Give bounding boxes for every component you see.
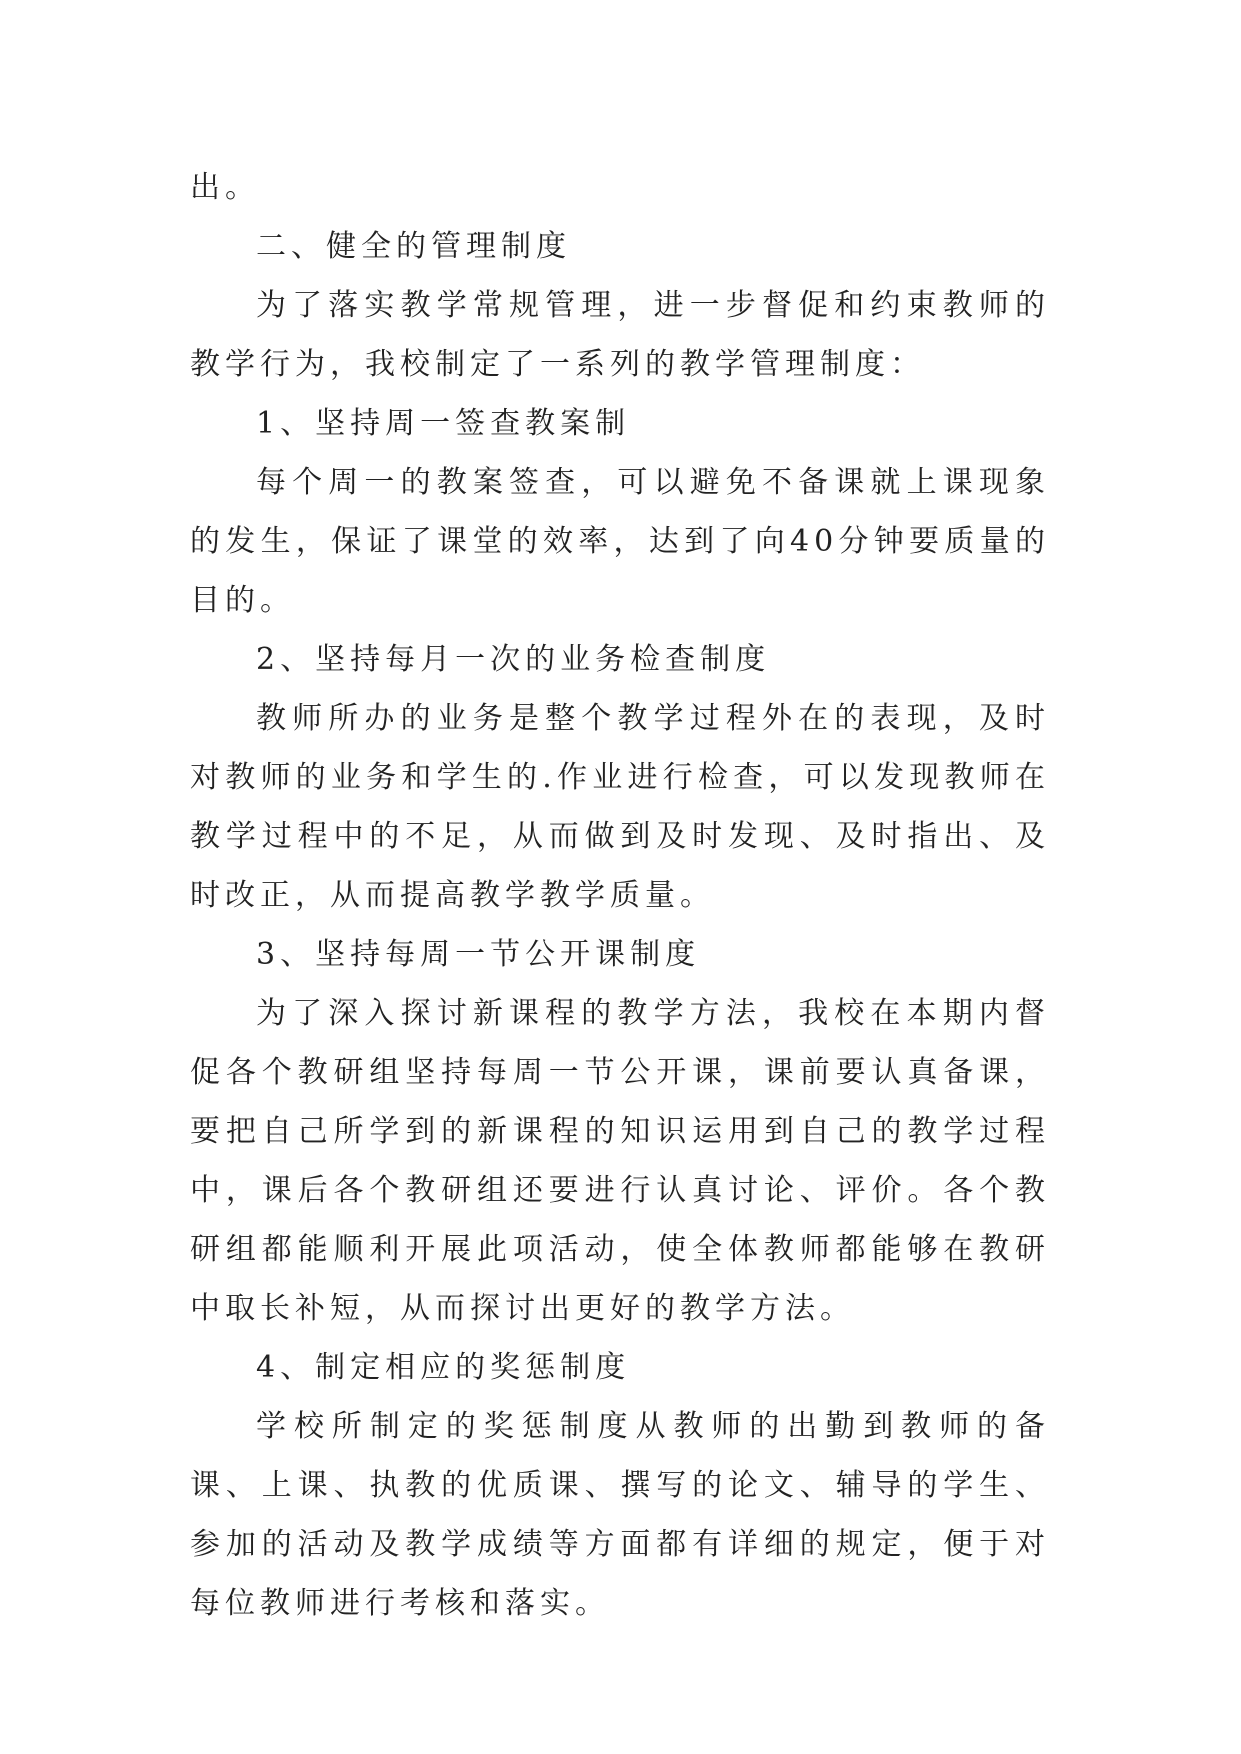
continued-paragraph: 出。 [190, 170, 260, 205]
paragraph: 每个周一的教案签查，可以避免不备课就上课现象的发生，保证了课堂的效率，达到了向40分钟要质量的目的。 [190, 465, 1050, 618]
paragraph: 为了落实教学常规管理，进一步督促和约束教师的教学行为，我校制定了一系列的教学管理制度： [190, 288, 1050, 382]
paragraph: 教师所办的业务是整个教学过程外在的表现，及时对教师的业务和学生的.作业进行检查，可以发现教师在教学过程中的不足，从而做到及时发现、及时指出、及时改正，从而提高教学教学质量。 [190, 701, 1050, 913]
subsection-heading: 3、坚持每周一节公开课制度 [256, 937, 701, 972]
subsection-heading: 1、坚持周一签查教案制 [256, 406, 631, 441]
document-body [190, 158, 1050, 1633]
subsection-heading: 2、坚持每月一次的业务检查制度 [256, 642, 771, 677]
paragraph: 学校所制定的奖惩制度从教师的出勤到教师的备课、上课、执教的优质课、撰写的论文、辅导的学生、参加的活动及教学成绩等方面都有详细的规定，便于对每位教师进行考核和落实。 [190, 1409, 1050, 1621]
section-heading: 二、健全的管理制度 [256, 229, 571, 264]
subsection-heading: 4、制定相应的奖惩制度 [256, 1350, 631, 1385]
paragraph: 为了深入探讨新课程的教学方法，我校在本期内督促各个教研组坚持每周一节公开课，课前要认真备课，要把自己所学到的新课程的知识运用到自己的教学过程中，课后各个教研组还要进行认真讨论、评价。各个教研组都能顺利开展此项活动，使全体教师都能够在教研中取长补短，从而探讨出更好的教学方法。 [190, 996, 1050, 1326]
